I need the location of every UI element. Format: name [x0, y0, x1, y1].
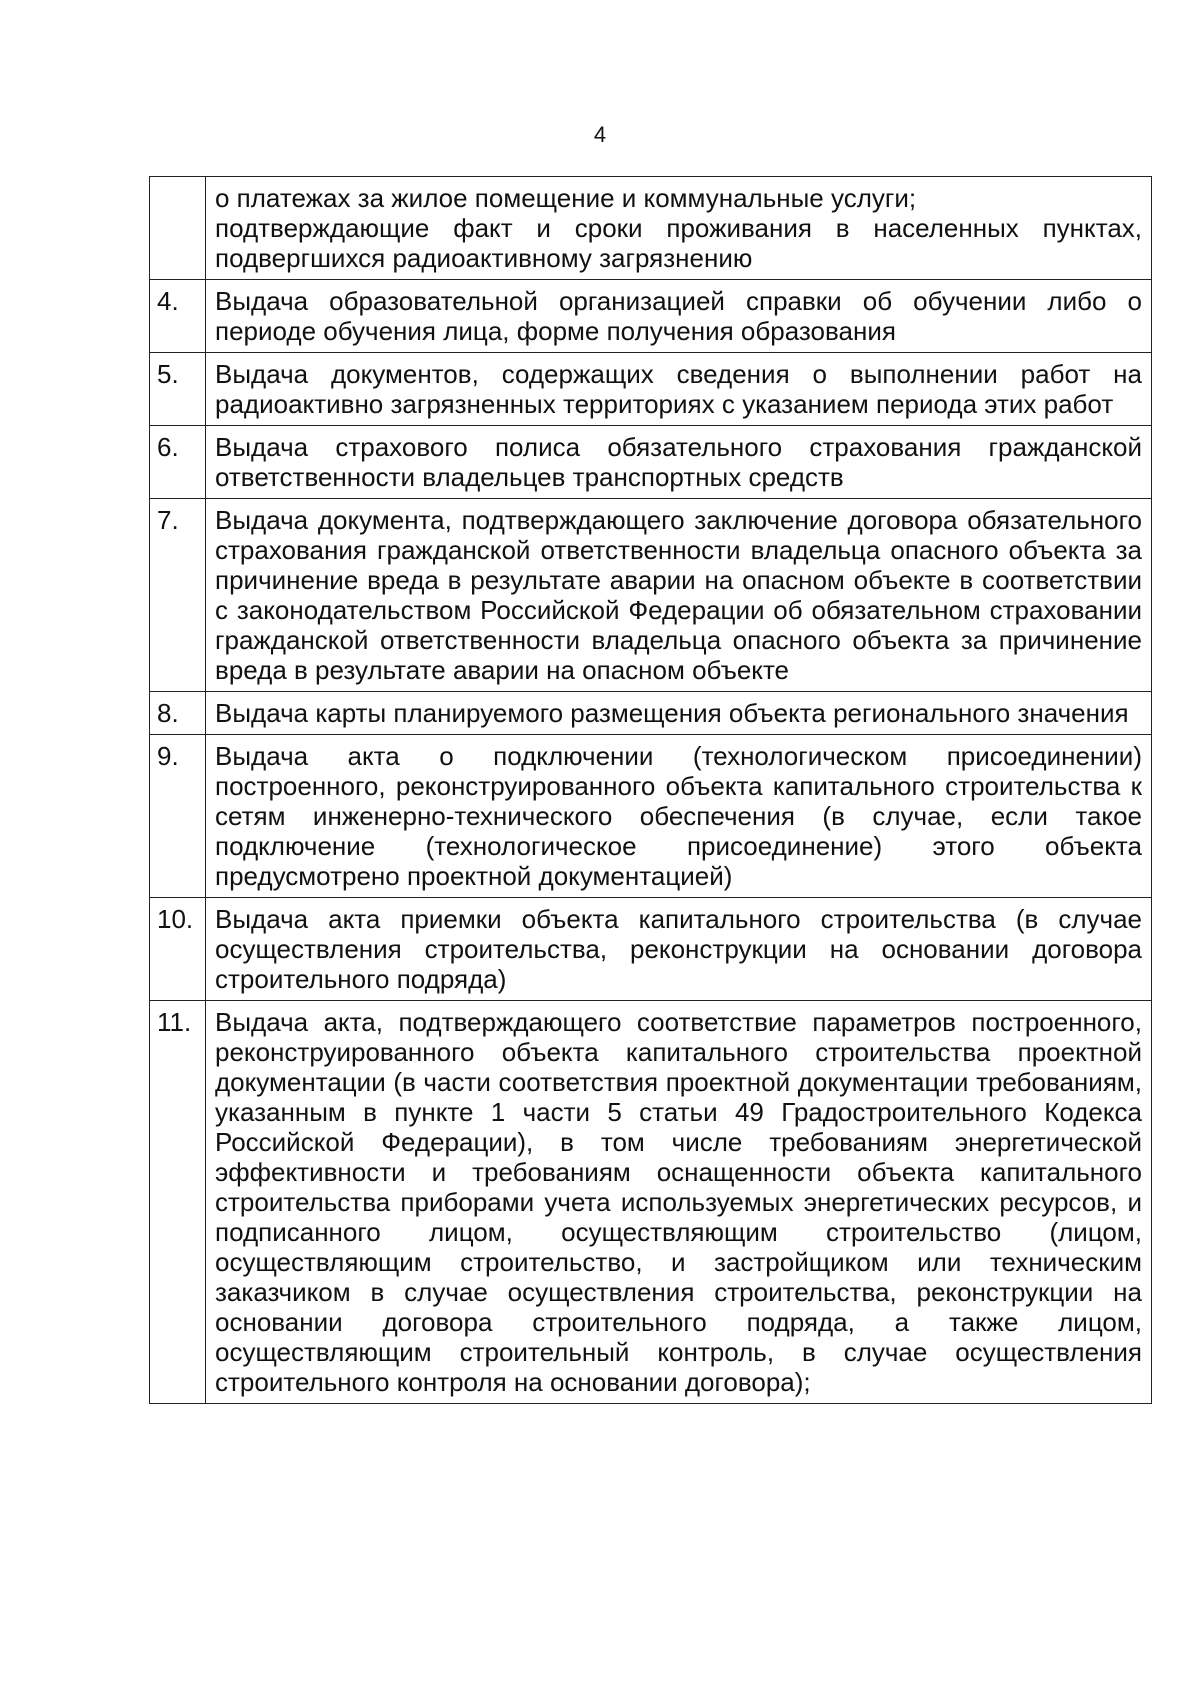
table-row — [150, 353, 1152, 426]
page-number: 4 — [593, 122, 607, 147]
table-row — [150, 499, 1152, 692]
table-row — [150, 177, 1152, 280]
row-text-line: Выдача акта приемки объекта капитального строительства (в случае осуществления строительства, реконструкции на основании договора строительного подряда) — [215, 904, 1142, 994]
row-description — [206, 735, 1152, 898]
row-description — [206, 499, 1152, 692]
row-description — [206, 280, 1152, 353]
services-table — [149, 176, 1152, 1404]
row-description — [206, 426, 1152, 499]
row-text-line: Выдача документов, содержащих сведения о выполнении работ на радиоактивно загрязненных территориях с указанием периода этих работ — [215, 359, 1142, 419]
row-description — [206, 898, 1152, 1001]
row-text-line: Выдача образовательной организацией справки об обучении либо о периоде обучения лица, форме получения образования — [215, 286, 1142, 346]
row-text-line: Выдача карты планируемого размещения объекта регионального значения — [215, 698, 1129, 728]
row-number: 6. — [150, 426, 206, 499]
row-description — [206, 692, 1152, 735]
row-text-line: Выдача документа, подтверждающего заключение договора обязательного страхования гражданской ответственности владельца опасного объекта за причинение вреда в результате аварии на опасном объекте в соответствии с законодательством Российской Федерации об обязательном страховании гражданской ответственности владельца опасного объекта за причинение вреда в результате аварии на опасном объекте — [215, 505, 1142, 685]
row-description — [206, 353, 1152, 426]
row-number — [150, 177, 206, 280]
table-row — [150, 898, 1152, 1001]
row-number: 11. — [150, 1001, 206, 1404]
row-number: 7. — [150, 499, 206, 692]
row-text-line: Выдача акта о подключении (технологическом присоединении) построенного, реконструированного объекта капитального строительства к сетям инженерно-технического обеспечения (в случае, если такое подключение (технологическое присоединение) этого объекта предусмотрено проектной документацией) — [215, 741, 1142, 891]
row-number: 5. — [150, 353, 206, 426]
row-number: 8. — [150, 692, 206, 735]
row-text-line: Выдача страхового полиса обязательного страхования гражданской ответственности владельцев транспортных средств — [215, 432, 1142, 492]
table-row — [150, 735, 1152, 898]
row-text-line: подтверждающие факт и сроки проживания в населенных пунктах, подвергшихся радиоактивному загрязнению — [215, 213, 1142, 273]
row-number: 9. — [150, 735, 206, 898]
row-number: 10. — [150, 898, 206, 1001]
row-description — [206, 1001, 1152, 1404]
row-description — [206, 177, 1152, 280]
row-text-line: о платежах за жилое помещение и коммунальные услуги; — [215, 183, 917, 213]
table-row — [150, 426, 1152, 499]
table-row — [150, 1001, 1152, 1404]
row-number: 4. — [150, 280, 206, 353]
row-text-line: Выдача акта, подтверждающего соответствие параметров построенного, реконструированного объекта капитального строительства проектной документации (в части соответствия проектной документации требованиям, указанным в пункте 1 части 5 статьи 49 Градостроительного Кодекса Российской Федерации), в том числе требованиям энергетической эффективности и требованиям оснащенности объекта капитального строительства приборами учета используемых энергетических ресурсов, и подписанного лицом, осуществляющим строительство (лицом, осуществляющим строительство, и застройщиком или техническим заказчиком в случае осуществления строительства, реконструкции на основании договора строительного подряда, а также лицом, осуществляющим строительный контроль, в случае осуществления строительного контроля на основании договора); — [215, 1007, 1142, 1397]
table-row — [150, 692, 1152, 735]
table-row — [150, 280, 1152, 353]
